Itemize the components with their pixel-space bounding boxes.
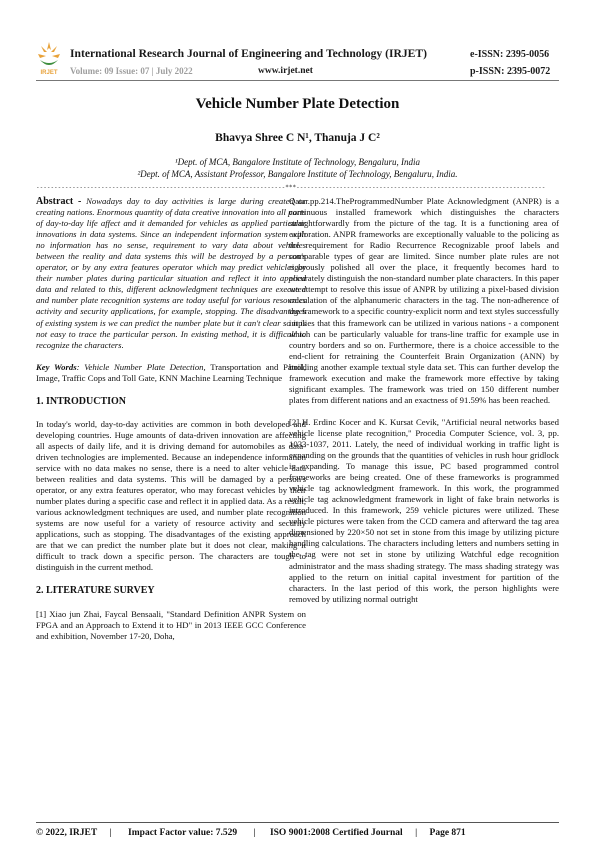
p-issn: p-ISSN: 2395-0072 bbox=[470, 66, 551, 77]
introduction-text: In today's world, day-to-day activities are common in both developed and developing countries. Huge amounts of data-driven innovation are affecting all aspects of daily life, and it is driving demand for automobiles as data-driven technologies are implemented. Because an independence information service with no data makes no sense, there is a need to alter vehicle data between realities and data systems. This will be damaged by a person's operator, or any extra features operator, who may forecast vehicles by their number plates during a specific case and reflect it in applied data. As a result, various acknowledgment techniques are used, and number plate recognition systems are now useful for a variety of resource activity and security applications, such as stopping. The disadvantages of the existing approach are that we can predict the number plate but it does not clear, making it difficult to track down a specific person. The characters are tough to distinguish in the current method. bbox=[36, 418, 306, 573]
footer-rule bbox=[36, 822, 559, 823]
impact-factor: Impact Factor value: 7.529 bbox=[128, 828, 238, 838]
affiliation-1: ¹Dept. of MCA, Bangalore Institute of Technology, Bengaluru, India bbox=[174, 157, 420, 167]
header-rule bbox=[36, 80, 559, 81]
right-column bbox=[289, 196, 559, 605]
footer-divider: | bbox=[109, 828, 112, 838]
journal-title: International Research Journal of Engineering and Technology (IRJET) bbox=[70, 47, 427, 60]
volume-info: Volume: 09 Issue: 07 | July 2022 bbox=[70, 66, 193, 76]
e-issn: e-ISSN: 2395-0056 bbox=[470, 49, 550, 60]
left-column bbox=[36, 196, 306, 642]
page-footer bbox=[36, 828, 559, 838]
copyright: © 2022, IRJET bbox=[36, 828, 98, 838]
affiliation-2: ²Dept. of MCA, Assistant Professor, Bangalore Institute of Technology, Bengaluru, India. bbox=[137, 169, 458, 179]
abstract-label: Abstract - bbox=[36, 196, 87, 207]
footer-divider: | bbox=[253, 828, 256, 838]
abstract bbox=[36, 196, 306, 351]
footer-divider: | bbox=[415, 828, 418, 838]
paper-title: Vehicle Number Plate Detection bbox=[195, 96, 400, 112]
keywords-italic: : Vehicle Number Plate Detection, bbox=[76, 361, 206, 372]
literature-survey-text: [1] Xiao jun Zhai, Faycal Bensaali, "Standard Definition ANPR System on FPGA and an Approach to Extend it to HD" in 2013 IEEE GCC Conference and exhibition, November 17-20, Doha, bbox=[36, 608, 306, 641]
reference-2: [2] H. Erdinc Kocer and K. Kursat Cevik, "Artificial neural networks based vehicle license plate recognition," Procedia Computer Science, vol. 3, pp. 1033-1037, 2011. Lately, the need of individual working in traffic light is expanding on the grounds that the quantities of vehicles in rush hour gridlock is expanding. To manage this issue, PC based programmed control frameworks are being created. One of these frameworks is programmed vehicle tag acknowledgment framework. In this work, the programmed vehicle tag acknowledgment framework in light of fake brain networks is introduced. In this framework, 259 vehicle pictures were utilized. These vehicle pictures were taken from the CCD camera and afterward the tag area dimensioned by 220×50 not set in stone from this image by utilizing picture handling calculations. The characters including letters and numbers setting in the tag were not set in stone by utilizing Watchful edge recognition administrator and the mass shading strategy. The mass shading strategy was applied to the return on initial capital investment for partition of the characters. In the last period of this work, the person highlights were removed by utilizing normal outright bbox=[289, 416, 559, 604]
keywords bbox=[36, 362, 306, 384]
abstract-text: Nowadays day to day activities is large during created or creating nations. Enormous quantity of data creative innovation into all parts of day-to-day life affect and it demanded for vehicles as applied particular innovations in data systems. Since an independent information system with no information has no sense, requirement to vary data about vehicles between the reality and data systems this will be destroyed by a person's operator, or by any extra features operator which may predict vehicles by their number plates during particular situation and reflect it into applied data and related to this, different acknowledgment techniques are executed and number plate recognition systems are today useful for various resources activity and security applications, for example, stopping. The disadvantages of existing system is we can predict the number plate but it can't clear so it is not easy to trace the particular person. In existing method, it is difficult to recognize the characters. bbox=[36, 196, 306, 350]
paper-authors: Bhavya Shree C N¹, Thanuja J C² bbox=[215, 132, 380, 144]
keywords-text: Transportation and Patrol, Image, Traffic Cops and Toll Gate, KNN Machine Learning Technique bbox=[36, 361, 306, 383]
svg-text:IRJET: IRJET bbox=[40, 70, 58, 76]
irjet-logo bbox=[36, 40, 62, 76]
literature-survey-heading: 2. LITERATURE SURVEY bbox=[36, 585, 155, 597]
reference-1-continued: Qatar.pp.214.TheProgrammedNumber Plate Acknowledgment (ANPR) is a continuous installed framework which distinguishes the characters straightforwardly from the picture of the tag. It is a functioning area of exploration. ANPR frameworks are exceptionally valuable to the policing as the requirement for Radio Recurrence Recognizable proof labels and comparable types of gear are limited. Since number plate rules are not rigorously polished all over the place, it frequently becomes hard to accurately distinguish the non-standard number plate characters. In this paper we attempt to resolve this issue of ANPR by utilizing a pixel-based division calculation of the alphanumeric characters in the tag. The non-adherence of the framework to a specific country-explicit norm and text styles successfully implies that this framework can be utilized in various nations - a component which can be particularly valuable for trans-line traffic for example use in country borders and so on. Furthermore, there is a choice accessible to the end-client for retraining the Counterfeit Brain Organization (ANN) by building another example textual style data set. This can further develop the framework execution and make the framework more effective by taking significant examples. The framework was tried on 150 different number plates from different nations and an exactness of 91.59% has been reached. bbox=[289, 196, 559, 405]
section-separator: ---------------------------------------------------------------------***--------------------------------------------------------------------- bbox=[36, 184, 546, 191]
iso-certification: ISO 9001:2008 Certified Journal bbox=[269, 828, 403, 838]
page-number: Page 871 bbox=[429, 828, 466, 838]
journal-website-link[interactable]: www.irjet.net bbox=[258, 66, 313, 76]
introduction-heading: 1. INTRODUCTION bbox=[36, 395, 127, 407]
keywords-label: Key Words bbox=[36, 361, 77, 372]
